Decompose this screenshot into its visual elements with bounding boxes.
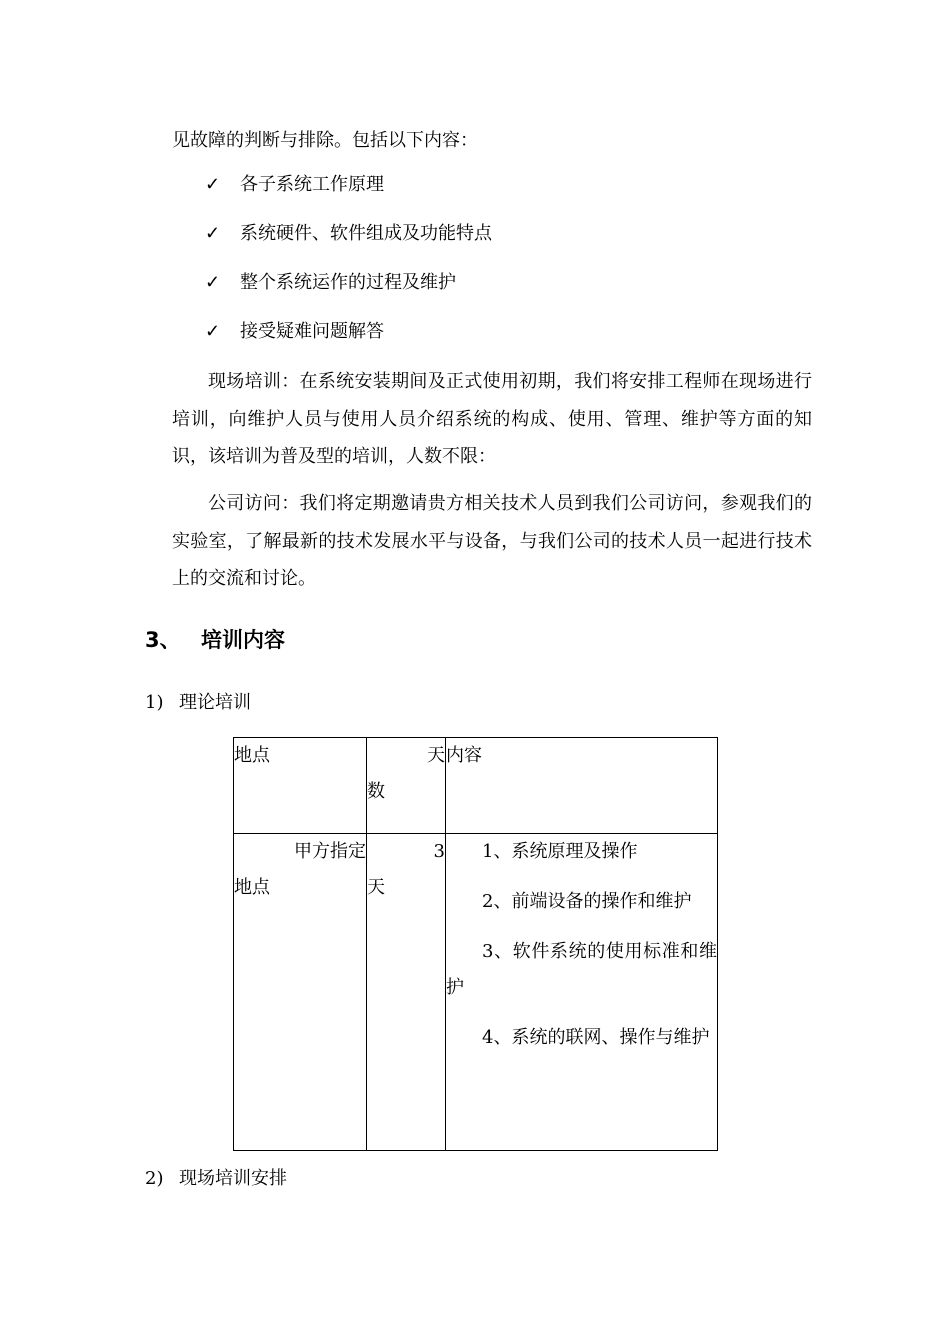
check-icon: ✓: [205, 321, 221, 342]
content-item: 4、系统的联网、操作与维护: [482, 1027, 710, 1048]
subsection-heading: [145, 688, 251, 718]
checklist-item: 各子系统工作原理: [240, 174, 384, 195]
table-row: [234, 834, 718, 1151]
cell-content: [446, 834, 718, 1151]
check-icon: ✓: [205, 223, 221, 244]
cell-location: 甲方指定 地点: [234, 834, 367, 1151]
paragraph-company-visit: 公司访问：我们将定期邀请贵方相关技术人员到我们公司访问，参观我们的实验室，了解最新的技术发展水平与设备，与我们公司的技术人员一起进行技术上的交流和讨论。: [172, 493, 812, 589]
check-icon: ✓: [205, 272, 221, 293]
checklist-item: 系统硬件、软件组成及功能特点: [240, 223, 492, 244]
check-icon: ✓: [205, 174, 221, 195]
content-item: 1、系统原理及操作: [482, 841, 638, 862]
subsection-number: 1): [145, 692, 164, 713]
cell-days: 3 天: [367, 834, 446, 1151]
header-content: 内容: [446, 738, 718, 834]
intro-line: 见故障的判断与排除。包括以下内容：: [172, 130, 478, 151]
subsection-heading: [145, 1164, 287, 1194]
subsection-title: 现场培训安排: [179, 1168, 287, 1189]
table-header-row: [234, 738, 718, 834]
content-item: 2、前端设备的操作和维护: [482, 891, 692, 912]
training-table: [233, 737, 718, 1151]
section-number: 3、: [145, 628, 181, 652]
header-days: 天 数: [367, 738, 446, 834]
subsection-number: 2): [145, 1168, 164, 1189]
checklist-item: 接受疑难问题解答: [240, 321, 384, 342]
content-item: 3、软件系统的使用标准和维护: [446, 941, 717, 998]
paragraph-onsite-training: 现场培训：在系统安装期间及正式使用初期，我们将安排工程师在现场进行培训，向维护人员与使用人员介绍系统的构成、使用、管理、维护等方面的知识，该培训为普及型的培训，人数不限：: [172, 371, 812, 467]
section-heading: [145, 622, 285, 658]
header-location: 地点: [234, 738, 367, 834]
subsection-title: 理论培训: [179, 692, 251, 713]
section-title: 培训内容: [201, 628, 285, 652]
checklist-item: 整个系统运作的过程及维护: [240, 272, 456, 293]
